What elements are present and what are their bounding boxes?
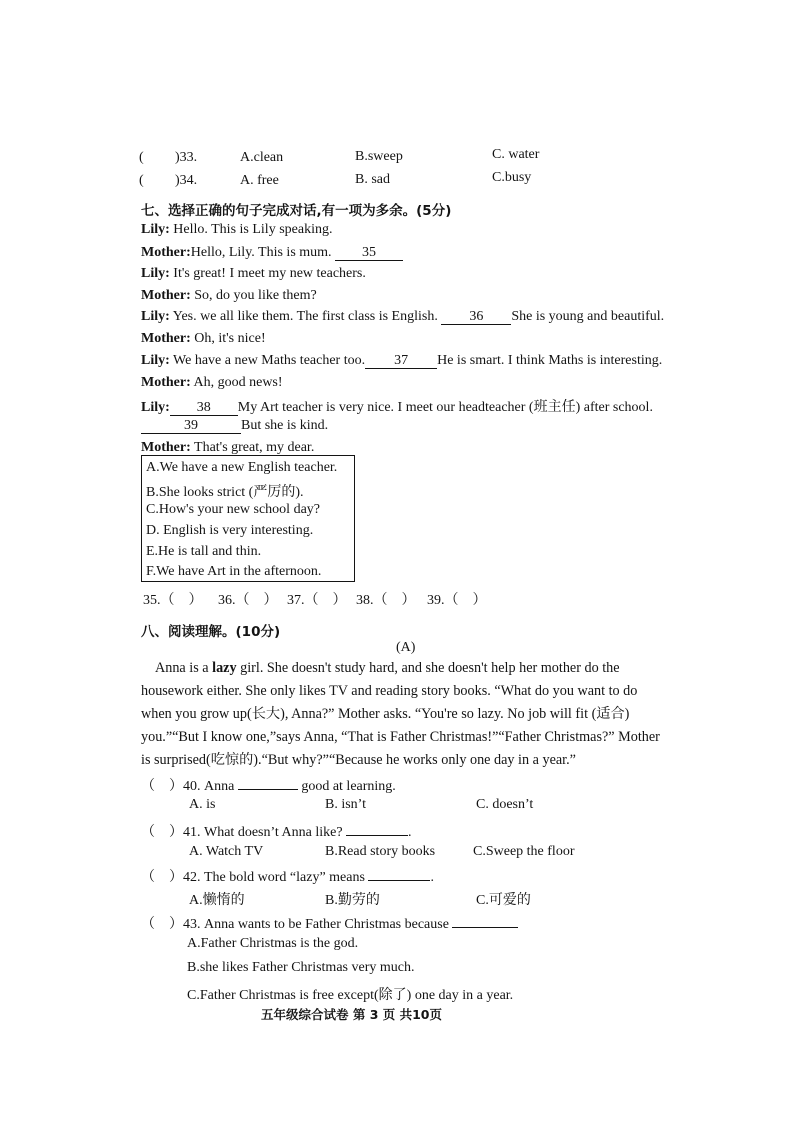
- q33-number: )33.: [175, 150, 198, 165]
- q33-paren: (: [139, 150, 144, 165]
- speaker: Mother:: [141, 331, 191, 346]
- line-text: Hello. This is Lily speaking.: [169, 222, 333, 237]
- q33-option-b: B.sweep: [355, 149, 403, 164]
- speaker: Lily:: [141, 266, 170, 281]
- q40-option-c: C. doesn’t: [476, 797, 534, 812]
- dialogue-line-2: [141, 245, 403, 261]
- line-text: That's great, my dear.: [190, 440, 315, 455]
- line-text: So, do you like them?: [190, 288, 317, 303]
- q41-option-c: C.Sweep the floor: [473, 844, 575, 859]
- q34-option-b: B. sad: [355, 172, 390, 187]
- section8-title: 八、阅读理解。(10分): [141, 624, 281, 640]
- line-text: Hello, Lily. This is mum.: [190, 245, 332, 260]
- q41-option-a: A. Watch TV: [189, 844, 264, 859]
- answer-39[interactable]: 39.（ ）: [427, 593, 487, 608]
- q41-stem: [141, 821, 412, 841]
- q34-paren: (: [139, 173, 144, 188]
- speaker: Mother:: [141, 245, 191, 260]
- q40-option-b: B. isn’t: [325, 797, 366, 812]
- dialogue-line-4: [141, 288, 317, 304]
- q34-option-c: C.busy: [492, 170, 532, 185]
- line-text-after: He is smart. I think Maths is interesting.: [437, 353, 663, 368]
- answer-38[interactable]: 38.（ ）: [356, 593, 416, 608]
- speaker: Lily:: [141, 309, 170, 324]
- q40-after: good at learning.: [301, 779, 396, 794]
- q34-option-a: A. free: [240, 173, 279, 188]
- blank-35[interactable]: 35: [335, 245, 403, 261]
- blank-39[interactable]: 39: [141, 418, 241, 434]
- dialogue-line-9: [141, 396, 653, 416]
- dialogue-line-6: [141, 331, 266, 347]
- line-text: Ah, good news!: [190, 375, 283, 390]
- bold-word: lazy: [212, 660, 237, 676]
- q42-stem: [141, 866, 434, 886]
- option-box: [141, 455, 355, 582]
- answer-35[interactable]: 35.（ ）: [143, 593, 203, 608]
- blank-36[interactable]: 36: [441, 309, 511, 325]
- page-footer: 五年级综合试卷 第 3 页 共10页: [261, 1007, 443, 1022]
- passage-label: (A): [396, 640, 416, 655]
- dialogue-line-11: [141, 440, 314, 456]
- dialogue-line-3: [141, 266, 366, 282]
- q40-option-a: A. is: [189, 797, 216, 812]
- line-text-after: She is young and beautiful.: [511, 309, 665, 324]
- speaker: Mother:: [141, 375, 191, 390]
- q40-paren: （ ）40. Anna: [141, 779, 235, 794]
- q41-option-b: B.Read story books: [325, 844, 436, 859]
- q43-option-a: A.Father Christmas is the god.: [187, 936, 359, 951]
- q33-option-a: A.clean: [240, 150, 284, 165]
- dialogue-line-8: [141, 375, 283, 391]
- option-f: F.We have Art in the afternoon.: [146, 564, 322, 579]
- speaker: Lily:: [141, 353, 170, 368]
- speaker: Mother:: [141, 288, 191, 303]
- q43-paren: （ ）43. Anna wants to be Father Christmas because: [141, 917, 449, 932]
- q34-number: )34.: [175, 173, 198, 188]
- line-text-after: But she is kind.: [241, 418, 329, 433]
- blank-37[interactable]: 37: [365, 353, 437, 369]
- q43-blank[interactable]: [452, 927, 518, 928]
- q33-option-c: C. water: [492, 147, 540, 162]
- dialogue-line-1: [141, 222, 332, 238]
- q41-end: .: [408, 825, 412, 840]
- line-text-after: My Art teacher is very nice. I meet our headteacher (班主任) after school.: [237, 400, 653, 415]
- option-d: D. English is very interesting.: [146, 523, 314, 538]
- line-text: Oh, it's nice!: [190, 331, 266, 346]
- q43-option-c: C.Father Christmas is free except(除了) one day in a year.: [187, 988, 514, 1003]
- speaker: Lily:: [141, 400, 170, 415]
- option-a: A.We have a new English teacher.: [146, 460, 338, 475]
- q43-option-b: B.she likes Father Christmas very much.: [187, 960, 415, 975]
- line-text: It's great! I meet my new teachers.: [169, 266, 366, 281]
- dialogue-line-10: [141, 418, 328, 434]
- q42-option-a: A.懒惰的: [189, 893, 245, 908]
- reading-passage: [141, 657, 671, 772]
- option-b: B.She looks strict (严厉的).: [146, 485, 304, 500]
- q40-stem: [141, 775, 396, 795]
- blank-38[interactable]: 38: [170, 400, 238, 416]
- q40-blank[interactable]: [238, 789, 298, 790]
- speaker: Mother:: [141, 440, 191, 455]
- option-e: E.He is tall and thin.: [146, 544, 262, 559]
- answer-37[interactable]: 37.（ ）: [287, 593, 347, 608]
- q42-end: .: [430, 870, 434, 885]
- passage-text-2: girl. She doesn't study hard, and she doesn't help her mother do the housework either. She only likes TV and reading story books. “What do you want to do when you grow up(长大), Anna?” Mother asks. “You're so lazy. No job will fit (适合) you.”“But I know one,”says Anna, “That is Father Christmas!”“Father Christmas?” Mother is surprised(吃惊的).“But why?”“Because he works only one day in a year.”: [141, 660, 660, 768]
- dialogue-line-7: [141, 353, 662, 369]
- passage-text-1: Anna is a: [155, 660, 213, 676]
- q42-option-c: C.可爱的: [476, 893, 531, 908]
- q42-paren: （ ）42. The bold word “lazy” means: [141, 870, 365, 885]
- line-text: We have a new Maths teacher too.: [169, 353, 366, 368]
- q42-blank[interactable]: [368, 880, 430, 881]
- speaker: Lily:: [141, 222, 170, 237]
- section7-title: 七、选择正确的句子完成对话,有一项为多余。(5分): [141, 203, 452, 219]
- q42-option-b: B.勤劳的: [325, 893, 380, 908]
- q41-paren: （ ）41. What doesn’t Anna like?: [141, 825, 343, 840]
- line-text: Yes. we all like them. The first class is English.: [169, 309, 438, 324]
- dialogue-line-5: [141, 309, 664, 325]
- option-c: C.How's your new school day?: [146, 502, 320, 517]
- q43-stem: [141, 913, 518, 933]
- q41-blank[interactable]: [346, 835, 408, 836]
- answer-36[interactable]: 36.（ ）: [218, 593, 278, 608]
